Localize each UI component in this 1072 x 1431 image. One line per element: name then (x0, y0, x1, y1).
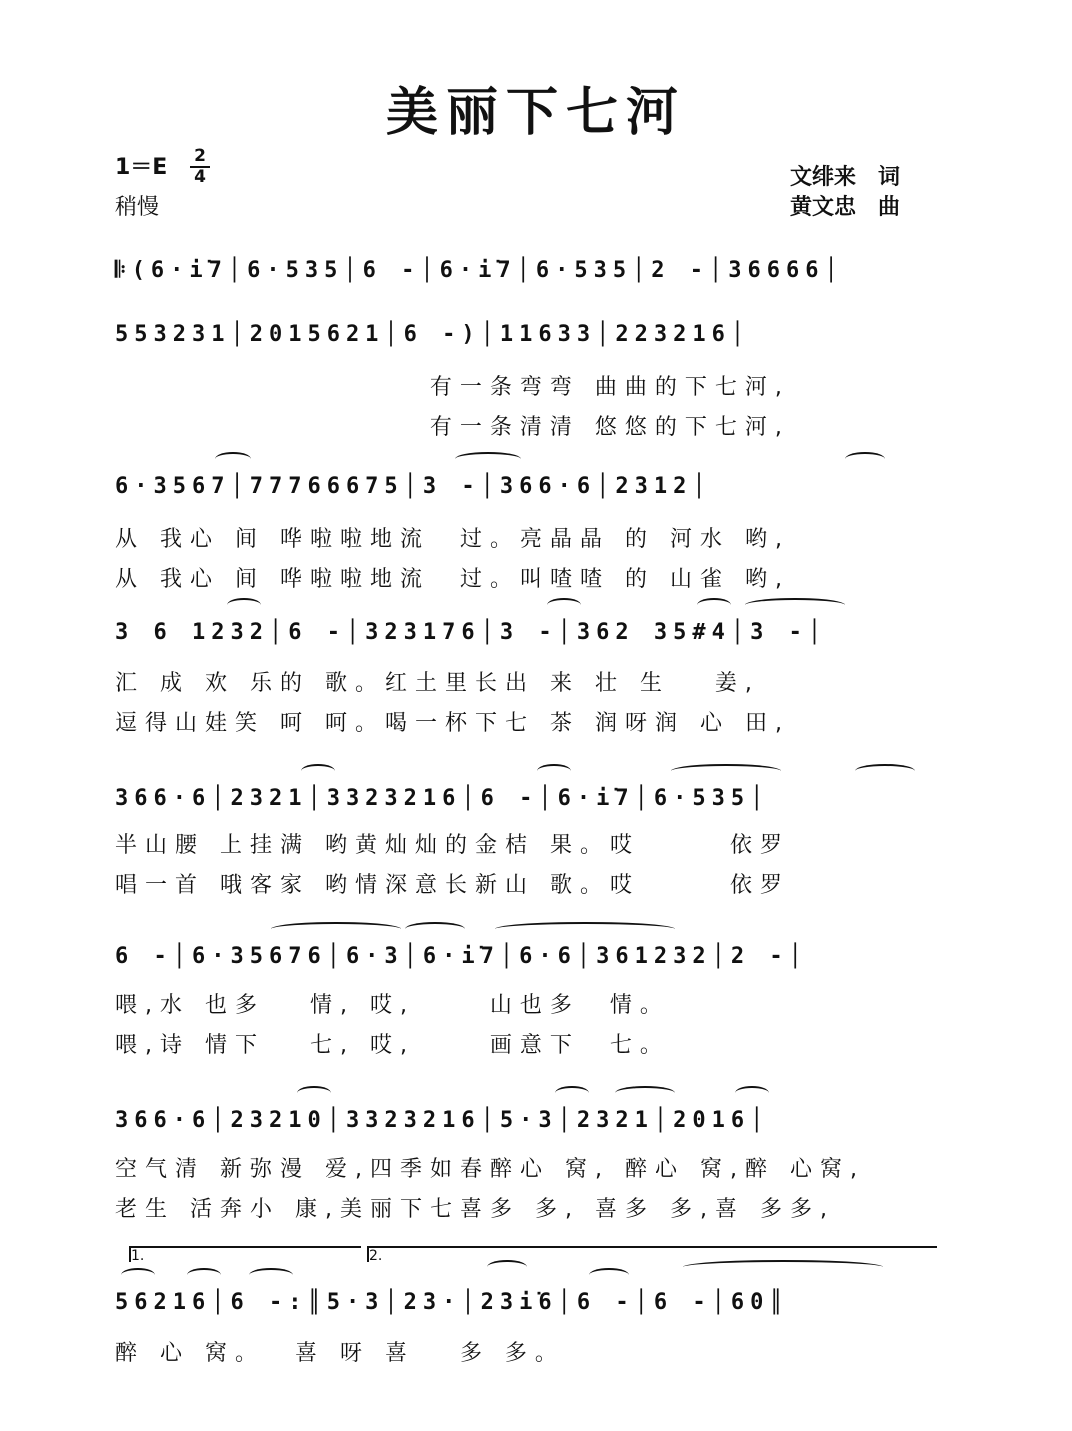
notation-line: 366·6│23210│3323216│5·3│2321│2016│ (115, 1108, 770, 1133)
lyric-verse-2: 逗得山娃笑 呵 呵。喝一杯下七 茶 润呀润 心 田, (115, 711, 790, 736)
slur-mark (735, 1086, 769, 1100)
notation-line: 56216│6 -:║5·3│23·│23i̇6│6 -│6 -│60║ (115, 1290, 789, 1315)
slur-mark (671, 764, 781, 778)
slur-mark (121, 1268, 155, 1282)
slur-mark (271, 922, 401, 936)
slur-mark (537, 764, 571, 778)
lyric-verse-1: 从 我心 间 哗啦啦地流 过。亮晶晶 的 河水 哟, (115, 527, 790, 552)
slur-mark (589, 1268, 629, 1282)
slur-mark (301, 764, 335, 778)
lyric-verse-2: 唱一首 哦客家 哟情深意长新山 歌。哎 依罗 (115, 873, 790, 898)
volta-1-label: 1. (131, 1248, 145, 1264)
notation-line: 6·3567│77766675│3 -│366·6│2312│ (115, 474, 712, 499)
lyric-verse-1: 空气清 新弥漫 爱,四季如春醉心 窝, 醉心 窝,醉 心窝, (115, 1157, 865, 1182)
song-title: 美丽下七河 (385, 83, 686, 143)
slur-mark (487, 1260, 527, 1274)
key-signature: 1＝E (115, 155, 168, 180)
time-signature-bottom: 4 (194, 167, 206, 187)
lyricist-credit: 文绯来 词 (790, 165, 901, 190)
lyric-verse-1: 醉 心 窝。 喜 呀 喜 多 多。 (115, 1341, 565, 1366)
notation-line: 6 -│6·35676│6·3│6·i̇7│6·6│361232│2 -│ (115, 944, 808, 969)
slur-mark (495, 922, 675, 936)
tempo-marking: 稍慢 (115, 195, 160, 220)
lyric-verse-2: 喂,诗 情下 七, 哎, 画意下 七。 (115, 1033, 670, 1058)
notation-line: 3 6 1232│6 -│323176│3 -│362 35#4│3 -│ (115, 620, 828, 645)
slur-mark (297, 1086, 331, 1100)
slur-mark (615, 1086, 675, 1100)
slur-mark (455, 452, 521, 466)
notation-line: 553231│2015621│6 -)│11633│223216│ (115, 322, 751, 347)
slur-mark (855, 764, 915, 778)
time-signature-top: 2 (194, 146, 206, 166)
slur-mark (405, 922, 465, 936)
lyric-verse-1: 汇 成 欢 乐的 歌。红土里长出 来 壮 生 姜, (115, 671, 760, 696)
second-ending-bracket (367, 1246, 937, 1262)
lyric-verse-1: 有一条弯弯 曲曲的下七河, (115, 375, 790, 400)
slur-mark (845, 452, 885, 466)
composer-credit: 黄文忠 曲 (790, 195, 901, 220)
notation-line: 𝄆(6·i̇7│6·535│6 -│6·i̇7│6·535│2 -│36666│ (115, 258, 844, 283)
lyric-verse-2: 老生 活奔小 康,美丽下七喜多 多, 喜多 多,喜 多多, (115, 1197, 835, 1222)
slur-mark (683, 1260, 883, 1274)
lyric-verse-2: 有一条清清 悠悠的下七河, (115, 415, 790, 440)
notation-line: 366·6│2321│3323216│6 -│6·i̇7│6·535│ (115, 786, 770, 811)
slur-mark (215, 452, 251, 466)
first-ending-bracket (129, 1246, 361, 1262)
lyric-verse-2: 从 我心 间 哗啦啦地流 过。叫喳喳 的 山雀 哟, (115, 567, 790, 592)
slur-mark (745, 598, 845, 612)
slur-mark (227, 598, 261, 612)
slur-mark (187, 1268, 221, 1282)
volta-2-label: 2. (369, 1248, 383, 1264)
slur-mark (555, 1086, 589, 1100)
lyric-verse-1: 半山腰 上挂满 哟黄灿灿的金桔 果。哎 依罗 (115, 833, 790, 858)
slur-mark (697, 598, 731, 612)
lyric-verse-1: 喂,水 也多 情, 哎, 山也多 情。 (115, 993, 670, 1018)
slur-mark (249, 1268, 293, 1282)
time-signature (190, 148, 210, 186)
slur-mark (547, 598, 581, 612)
